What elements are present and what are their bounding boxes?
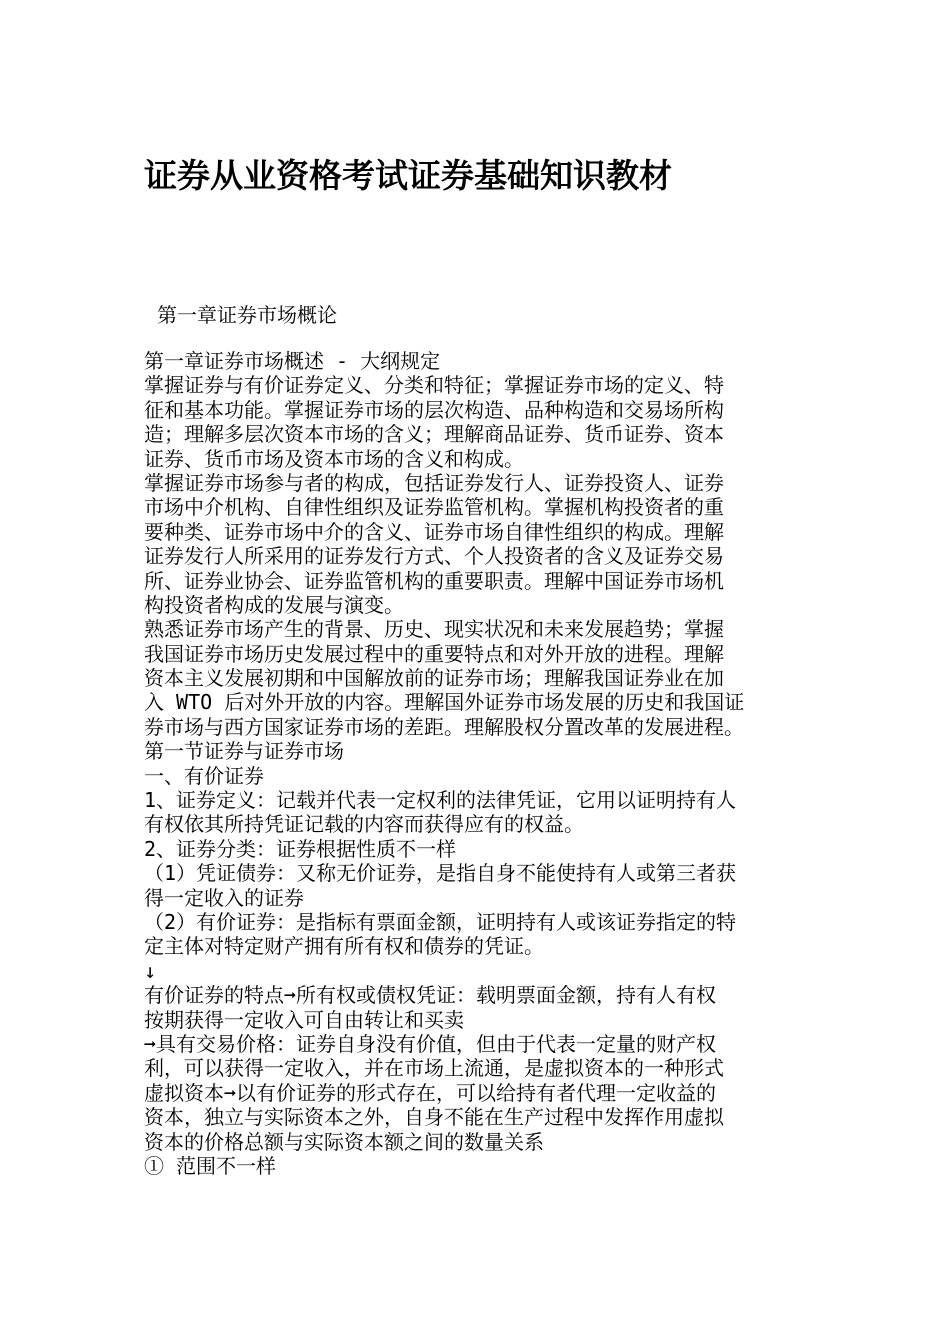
text-line: 所、证券业协会、证券监管机构的重要职责。理解中国证券市场机 [144, 568, 724, 593]
text-line: ① 范围不一样 [144, 1153, 277, 1178]
text-line: 利，可以获得一定收入，并在市场上流通，是虚拟资本的一种形式 [144, 1056, 724, 1081]
document-title: 证券从业资格考试证券基础知识教材 [144, 156, 672, 195]
text-line: 2、证券分类：证券根据性质不一样 [144, 836, 457, 861]
text-line: 虚拟资本➞以有价证券的形式存在，可以给持有者代理一定收益的 [144, 1080, 717, 1105]
text-line: 1、证券定义：记载并代表一定权利的法律凭证，它用以证明持有人 [144, 788, 737, 813]
text-line: 券市场与西方国家证券市场的差距。理解股权分置改革的发展进程。 [144, 714, 744, 739]
text-line: 第一章证券市场概述 - 大纲规定 [144, 349, 441, 373]
text-line: 构投资者构成的发展与演变。 [144, 592, 404, 617]
text-line: 掌握证券市场参与者的构成，包括证券发行人、证券投资人、证券 [144, 470, 724, 495]
text-line: 市场中介机构、自律性组织及证券监管机构。掌握机构投资者的重 [144, 495, 724, 520]
text-line: 有权依其所持凭证记载的内容而获得应有的权益。 [144, 812, 584, 837]
text-line: 要种类、证券市场中介的含义、证券市场自律性组织的构成。理解 [144, 519, 724, 544]
text-line: 证券发行人所采用的证券发行方式、个人投资者的含义及证券交易 [144, 544, 724, 569]
text-line: 定主体对特定财产拥有所有权和债券的凭证。 [144, 934, 544, 959]
down-arrow-icon: ↓ [144, 958, 157, 983]
text-line: 掌握证券与有价证券定义、分类和特征；掌握证券市场的定义、特 [144, 373, 724, 398]
body-text [144, 349, 809, 1178]
text-line: 造；理解多层次资本市场的含义；理解商品证券、货币证券、资本 [144, 422, 724, 447]
text-line: 得一定收入的证券 [144, 885, 304, 910]
text-line: 证券、货币市场及资本市场的含义和构成。 [144, 446, 524, 471]
text-line: 入 WTO 后对外开放的内容。理解国外证券市场发展的历史和我国证 [144, 690, 745, 715]
text-line: （1）凭证债券：又称无价证券，是指自身不能使持有人或第三者获 [144, 861, 737, 886]
text-line: 资本主义发展初期和中国解放前的证券市场；理解我国证券业在加 [144, 666, 724, 691]
chapter-heading: 第一章证券市场概论 [157, 303, 337, 327]
subsection-heading: 一、有价证券 [144, 763, 264, 788]
text-line: ➞具有交易价格：证券自身没有价值，但由于代表一定量的财产权 [144, 1031, 717, 1056]
text-line: 资本，独立与实际资本之外，自身不能在生产过程中发挥作用虚拟 [144, 1105, 724, 1130]
text-line: 征和基本功能。掌握证券市场的层次构造、品种构造和交易场所构 [144, 397, 724, 422]
text-line: （2）有价证券：是指标有票面金额，证明持有人或该证券指定的特 [144, 909, 737, 934]
text-line: 资本的价格总额与实际资本额之间的数量关系 [144, 1129, 544, 1154]
text-line: 我国证券市场历史发展过程中的重要特点和对外开放的进程。理解 [144, 641, 724, 666]
text-line: 按期获得一定收入可自由转让和买卖 [144, 1007, 464, 1032]
text-line: 有价证券的特点➞所有权或债权凭证：载明票面金额，持有人有权 [144, 983, 717, 1008]
text-line: 熟悉证券市场产生的背景、历史、现实状况和未来发展趋势；掌握 [144, 617, 724, 642]
section-heading: 第一节证券与证券市场 [144, 739, 344, 764]
